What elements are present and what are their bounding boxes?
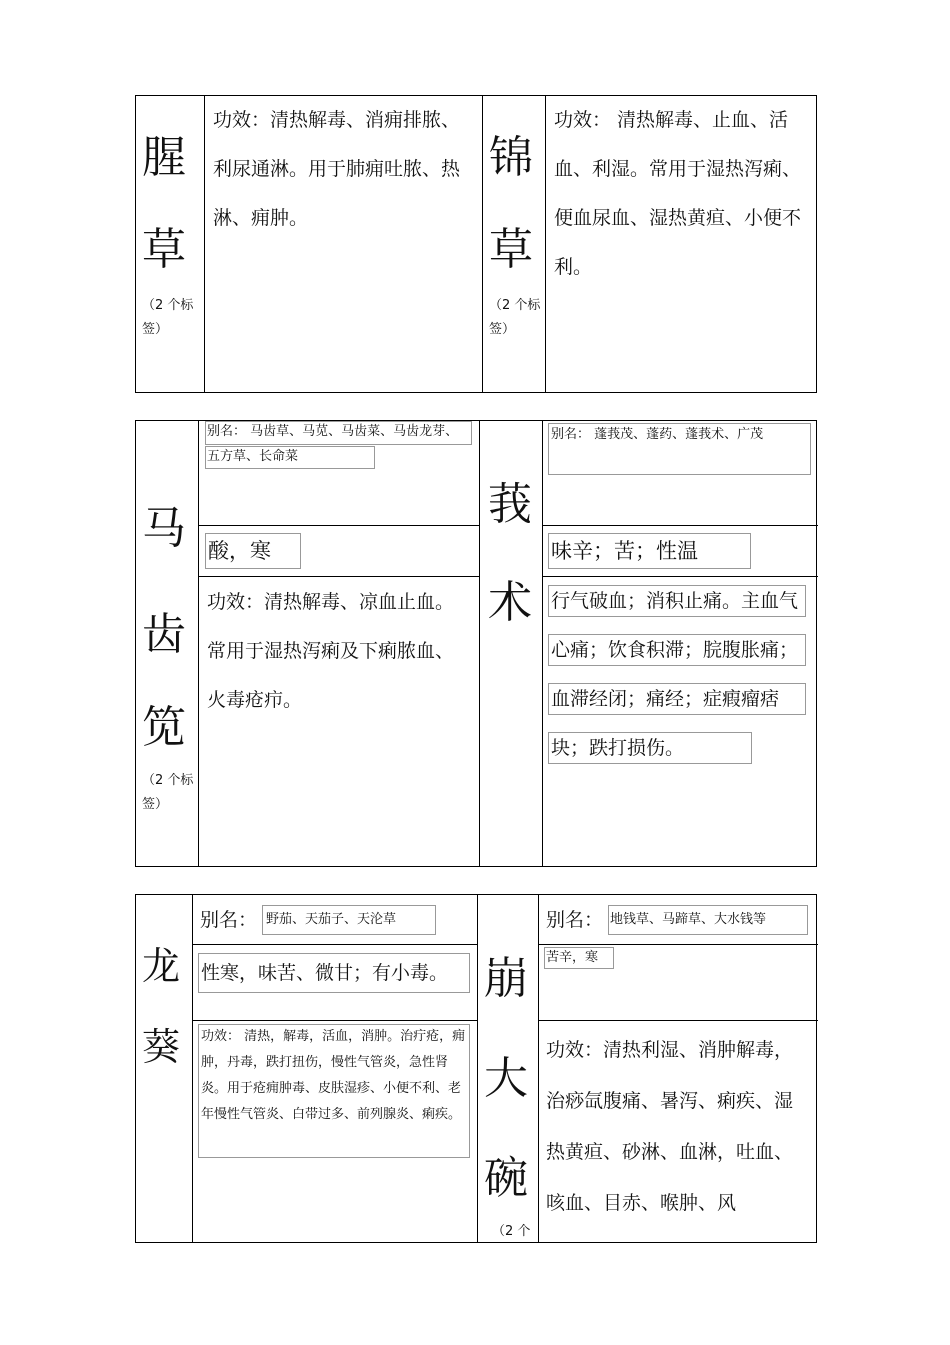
divider xyxy=(542,525,818,526)
herb-title-char: 碗 xyxy=(484,1153,528,1204)
divider xyxy=(545,96,546,392)
herb-title-char: 崩 xyxy=(484,953,528,1004)
property-text: 味辛；苦；性温 xyxy=(551,539,698,563)
alias-label: 别名： xyxy=(200,909,258,931)
herb-title-char: 草 xyxy=(142,224,186,275)
divider xyxy=(479,421,480,866)
divider xyxy=(538,895,539,1242)
herb-title-char: 大 xyxy=(484,1053,528,1104)
divider xyxy=(538,1020,818,1021)
herb-title-char: 龙 xyxy=(142,944,181,988)
label-count-note: （2 个标签） xyxy=(489,298,541,337)
divider xyxy=(477,895,478,1242)
alias-text: 别名： 蓬莪茂、蓬药、蓬莪术、广茂 xyxy=(551,427,764,442)
property-text: 性寒，味苦、微甘；有小毒。 xyxy=(201,962,449,984)
efficacy-text: 功效：清热利湿、消肿解毒，治痧氙腹痛、暑泻、痢疾、湿热黄疸、砂淋、血淋，吐血、咳血、目赤、喉肿、风 xyxy=(546,1039,794,1214)
herb-title-char: 齿 xyxy=(142,609,186,660)
efficacy-text: 功效：清热解毒、凉血止血。常用于湿热泻痢及下痢脓血、火毒疮疖。 xyxy=(207,591,455,711)
herb-title-char: 腥 xyxy=(142,132,186,183)
efficacy-text: 功效： 清热解毒、止血、活血、利湿。常用于湿热泻痢、便血尿血、湿热黄疸、小便不利。 xyxy=(554,109,802,278)
herb-title-char: 马 xyxy=(142,503,186,554)
divider xyxy=(192,895,193,1242)
divider xyxy=(542,421,543,866)
label-count-note: （2 个标签） xyxy=(142,298,194,337)
property-text: 苦辛，寒 xyxy=(546,950,599,965)
alias-label: 别名： xyxy=(546,909,604,931)
divider xyxy=(192,944,477,945)
divider xyxy=(198,525,479,526)
herb-title-char: 葵 xyxy=(142,1025,181,1069)
divider xyxy=(482,96,483,392)
herb-card-2 xyxy=(135,420,817,867)
divider xyxy=(198,421,199,866)
efficacy-text: 功效： 清热，解毒，活血，消肿。治疔疮，痈肿，丹毒，跌打扭伤，慢性气管炎，急性肾炎。用于疮痈肿毒、皮肤湿疹、小便不利、老年慢性气管炎、白带过多、前列腺炎、痢疾。 xyxy=(201,1029,466,1122)
divider xyxy=(192,1020,477,1021)
herb-title-char: 笕 xyxy=(142,702,186,753)
herb-card-1 xyxy=(135,95,817,393)
alias-text: 地钱草、马蹄草、大水钱等 xyxy=(610,912,767,927)
label-count-note: （2 个标签） xyxy=(142,773,194,812)
property-text: 酸，寒 xyxy=(208,539,271,563)
herb-title-char: 莪 xyxy=(488,479,532,530)
herb-title-char: 锦 xyxy=(489,132,533,183)
herb-title-char: 草 xyxy=(489,224,533,275)
herb-card-3 xyxy=(135,894,817,1243)
alias-text: 野茄、天茄子、天沦草 xyxy=(266,912,397,927)
herb-title-char: 术 xyxy=(488,577,532,628)
alias-text: 别名： 马齿草、马苋、马齿菜、马齿龙芽、五方草、长命菜 xyxy=(207,424,459,464)
label-count-note: （2 个 xyxy=(492,1224,531,1239)
divider xyxy=(198,576,479,577)
efficacy-text: 功效：清热解毒、消痈排脓、利尿通淋。用于肺痈吐脓、热淋、痈肿。 xyxy=(213,109,461,229)
efficacy-text: 行气破血；消积止痛。主血气心痛；饮食积滞；脘腹胀痛；血滞经闭；痛经；症瘕瘤痞块；跌打损伤。 xyxy=(551,590,799,759)
divider xyxy=(204,96,205,392)
